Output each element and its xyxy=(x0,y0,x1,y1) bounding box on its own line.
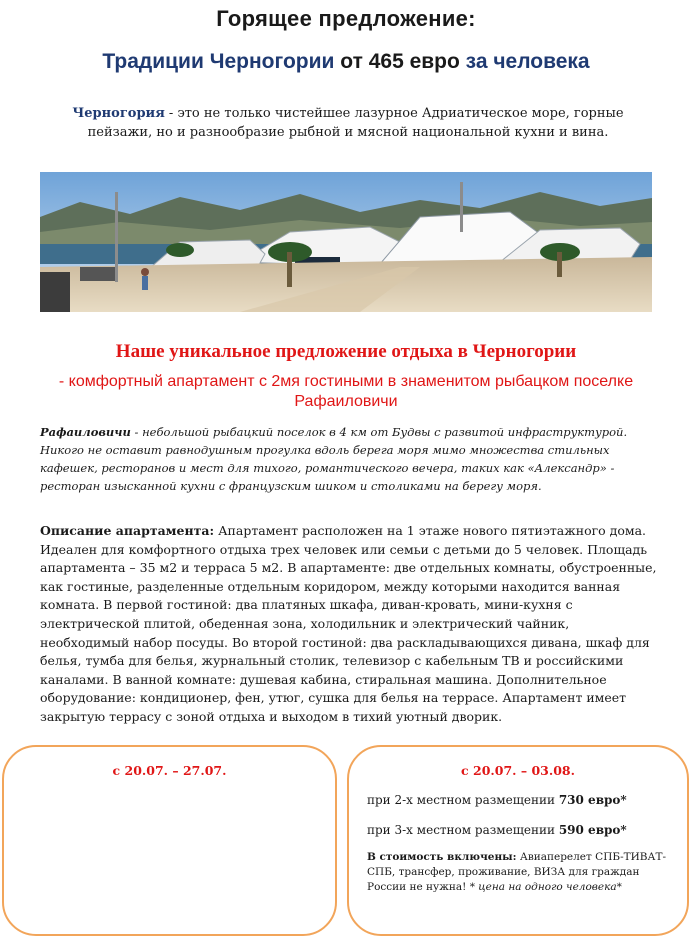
page-title: Горящее предложение: xyxy=(216,6,476,31)
apartment-bold: Описание апартамента: xyxy=(40,523,215,538)
right-date: с 20.07. – 03.08. xyxy=(461,763,575,778)
price1-label: при 2-х местном размещении xyxy=(367,793,555,807)
apartment-description xyxy=(40,522,660,727)
date-box-left xyxy=(2,745,337,936)
price-note: * цена на одного человека* xyxy=(466,881,622,893)
price-line-3 xyxy=(367,823,677,837)
subtitle-part-2: от 465 евро xyxy=(340,50,460,73)
rafailovichi-bold: Рафаиловичи xyxy=(40,425,131,439)
page-subtitle xyxy=(0,50,692,74)
intro-bold: Черногория xyxy=(72,106,165,121)
included-bold: В стоимость включены: xyxy=(367,851,517,863)
price2-label: при 3-х местном размещении xyxy=(367,823,555,837)
price2-value: 590 евро* xyxy=(558,823,627,837)
intro-text: - это не только чистейшее лазурное Адриатическое море, горные пейзажи, но и разнообразие рыбной и мясной национальной кухни и вина. xyxy=(87,106,624,140)
marina-panorama-image xyxy=(40,172,652,312)
price1-value: 730 евро* xyxy=(558,793,627,807)
price-line-2 xyxy=(367,793,677,807)
subtitle-part-1: Традиции Черногории xyxy=(102,50,335,73)
rafailovichi-paragraph xyxy=(40,423,652,495)
rafailovichi-text: - небольшой рыбацкий поселок в 4 км от Будвы с развитой инфраструктурой. Никого не оставит равнодушным прогулка вдоль берега моря мимо множества стильных кафешек, ресторанов и мест для тихого, романтического вечера, таких как «Александр» - ресторан изысканной кухни с французским шиком и столиками на берегу моря. xyxy=(40,425,628,493)
offer-subtitle: - комфортный апартамент с 2мя гостиными в знаменитом рыбацком поселке Рафаиловичи xyxy=(58,373,634,410)
date-box-right xyxy=(347,745,689,936)
included-body: Авиаперелет СПБ-ТИВАТ-СПБ, трансфер, проживание, ВИЗА для граждан России не нужна! xyxy=(367,851,667,893)
left-date: с 20.07. – 27.07. xyxy=(112,763,227,778)
intro-paragraph xyxy=(48,104,648,142)
subtitle-part-3: за человека xyxy=(465,50,590,73)
apartment-text: Апартамент расположен на 1 этаже нового пятиэтажного дома. Идеален для комфортного отдыха трех человек или семьи с детьми до 5 человек. Площадь апартамента – 35 м2 и терраса 5 м2. В апартаменте: две отдельных комнаты, обустроенные, как гостиные, разделенные отдельным коридором, между которыми находится ванная комната. В первой гостиной: два платяных шкафа, диван-кровать, мини-кухня с электрической плитой, обеденная зона, холодильник и электрический чайник, необходимый набор посуды. Во второй гостиной: два раскладывающихся дивана, шкаф для белья, тумба для белья, журнальный столик, телевизор с кабельным ТВ и российскими каналами. В ванной комнате: душевая кабина, стиральная машина. Дополнительное оборудование: кондиционер, фен, утюг, сушка для белья на террасе. Апартамент имеет закрытую террасу с зоной отдыха и выходом в тихий уютный дворик. xyxy=(40,523,657,724)
included-text xyxy=(367,850,667,895)
offer-title: Наше уникальное предложение отдыха в Черногории xyxy=(115,341,577,362)
